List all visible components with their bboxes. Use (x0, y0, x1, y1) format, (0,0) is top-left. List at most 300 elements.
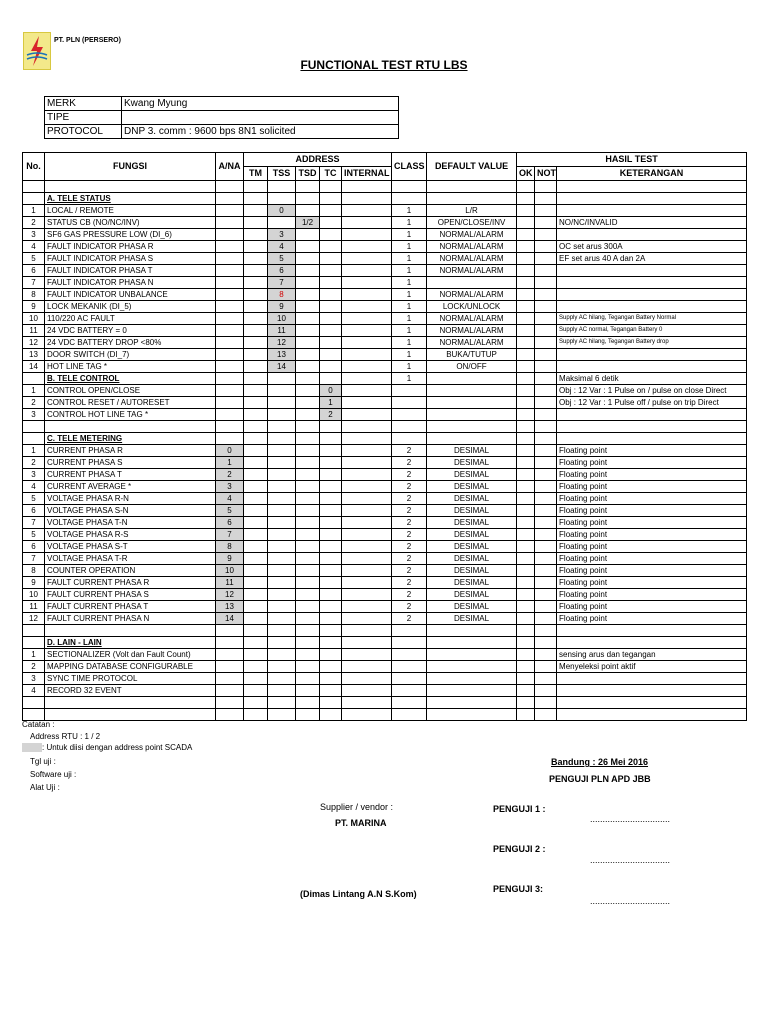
cell-internal (342, 349, 392, 361)
cell-fungsi: HOT LINE TAG * (45, 361, 216, 373)
header-ana: A/NA (216, 153, 244, 181)
cell-internal (342, 301, 392, 313)
cell-internal (342, 409, 392, 421)
cell-no (23, 637, 45, 649)
cell-tc (320, 373, 342, 385)
cell-no: 2 (23, 397, 45, 409)
cell-tss (268, 697, 296, 709)
header-no: No. (23, 153, 45, 181)
cell-ok (517, 385, 535, 397)
cell-not (535, 481, 557, 493)
cell-dv: NORMAL/ALARM (427, 229, 517, 241)
cell-fungsi: SYNC TIME PROTOCOL (45, 673, 216, 685)
cell-no: 10 (23, 589, 45, 601)
cell-ket: Floating point (557, 589, 747, 601)
cell-tss: 8 (268, 289, 296, 301)
cell-ket: Floating point (557, 541, 747, 553)
cell-ket (557, 193, 747, 205)
table-row (23, 529, 747, 541)
cell-fungsi: VOLTAGE PHASA S-N (45, 505, 216, 517)
cell-tsd (296, 457, 320, 469)
cell-no (23, 697, 45, 709)
cell-tc (320, 517, 342, 529)
header-tsd: TSD (296, 167, 320, 181)
table-row (23, 565, 747, 577)
cell-tm (244, 349, 268, 361)
cell-ok (517, 685, 535, 697)
cell-fungsi (45, 697, 216, 709)
cell-tm (244, 505, 268, 517)
cell-ok (517, 241, 535, 253)
supplier-name: PT. MARINA (335, 818, 387, 828)
cell-internal (342, 361, 392, 373)
cell-no: 10 (23, 313, 45, 325)
cell-tc (320, 181, 342, 193)
cell-ok (517, 277, 535, 289)
cell-tm (244, 685, 268, 697)
cell-not (535, 277, 557, 289)
cell-no: 6 (23, 541, 45, 553)
cell-dv (427, 637, 517, 649)
cell-ana (216, 193, 244, 205)
table-row (23, 649, 747, 661)
cell-ok (517, 433, 535, 445)
table-row (23, 469, 747, 481)
cell-no: 9 (23, 577, 45, 589)
cell-dv: DESIMAL (427, 541, 517, 553)
header-not: NOT (535, 167, 557, 181)
cell-fungsi: CONTROL OPEN/CLOSE (45, 385, 216, 397)
cell-ana: 7 (216, 529, 244, 541)
cell-tm (244, 709, 268, 721)
cell-internal (342, 613, 392, 625)
cell-fungsi: VOLTAGE PHASA R-N (45, 493, 216, 505)
cell-fungsi: COUNTER OPERATION (45, 565, 216, 577)
cell-no (23, 433, 45, 445)
cell-class: 2 (392, 445, 427, 457)
cell-tm (244, 445, 268, 457)
cell-fungsi: VOLTAGE PHASA T-R (45, 553, 216, 565)
cell-fungsi: LOCK MEKANIK (DI_5) (45, 301, 216, 313)
cell-tm (244, 469, 268, 481)
cell-tss: 11 (268, 325, 296, 337)
cell-tc (320, 325, 342, 337)
cell-tm (244, 661, 268, 673)
cell-no: 12 (23, 337, 45, 349)
cell-ana (216, 685, 244, 697)
cell-no (23, 373, 45, 385)
cell-tc (320, 265, 342, 277)
cell-tss (268, 661, 296, 673)
cell-dv (427, 397, 517, 409)
cell-ket: sensing arus dan tegangan (557, 649, 747, 661)
cell-class: 1 (392, 229, 427, 241)
cell-no: 7 (23, 517, 45, 529)
cell-ket: Menyeleksi point aktif (557, 661, 747, 673)
cell-fungsi: FAULT CURRENT PHASA R (45, 577, 216, 589)
cell-tc (320, 469, 342, 481)
cell-dv: DESIMAL (427, 445, 517, 457)
cell-tc (320, 661, 342, 673)
cell-dv: ON/OFF (427, 361, 517, 373)
cell-tm (244, 625, 268, 637)
cell-no: 2 (23, 661, 45, 673)
cell-internal (342, 265, 392, 277)
cell-tss (268, 613, 296, 625)
cell-ok (517, 349, 535, 361)
cell-tsd (296, 253, 320, 265)
cell-class (392, 661, 427, 673)
cell-tss (268, 577, 296, 589)
table-row (23, 505, 747, 517)
cell-fungsi: FAULT INDICATOR UNBALANCE (45, 289, 216, 301)
cell-no: 11 (23, 325, 45, 337)
cell-dv: NORMAL/ALARM (427, 337, 517, 349)
cell-class: 1 (392, 217, 427, 229)
cell-ket: Supply AC hilang, Tegangan Battery Normal (557, 313, 747, 325)
cell-ana (216, 301, 244, 313)
cell-no: 4 (23, 241, 45, 253)
table-row (23, 217, 747, 229)
cell-tsd (296, 385, 320, 397)
cell-not (535, 217, 557, 229)
cell-no: 13 (23, 349, 45, 361)
table-row (23, 517, 747, 529)
cell-class: 2 (392, 493, 427, 505)
cell-not (535, 409, 557, 421)
cell-not (535, 601, 557, 613)
cell-tss: 13 (268, 349, 296, 361)
blank-row (23, 697, 747, 709)
cell-tc: 0 (320, 385, 342, 397)
header-tc: TC (320, 167, 342, 181)
cell-ket: Supply AC normal, Tegangan Battery 0 (557, 325, 747, 337)
cell-internal (342, 661, 392, 673)
cell-ket (557, 349, 747, 361)
cell-ok (517, 445, 535, 457)
cell-no: 6 (23, 265, 45, 277)
cell-no: 1 (23, 445, 45, 457)
cell-ket (557, 205, 747, 217)
cell-ket: OC set arus 300A (557, 241, 747, 253)
cell-class: 1 (392, 373, 427, 385)
cell-tss (268, 181, 296, 193)
cell-tss (268, 505, 296, 517)
cell-no: 2 (23, 217, 45, 229)
cell-tsd (296, 493, 320, 505)
cell-not (535, 205, 557, 217)
functional-test-table (22, 152, 747, 721)
cell-not (535, 589, 557, 601)
cell-ket: Supply AC hilang, Tegangan Battery drop (557, 337, 747, 349)
cell-dv: DESIMAL (427, 589, 517, 601)
cell-ket: Floating point (557, 553, 747, 565)
cell-ket: EF set arus 40 A dan 2A (557, 253, 747, 265)
table-row (23, 313, 747, 325)
table-row (23, 493, 747, 505)
cell-dv (427, 685, 517, 697)
info-label: PROTOCOL (45, 125, 122, 139)
cell-tss (268, 637, 296, 649)
cell-tsd (296, 229, 320, 241)
cell-dv (427, 697, 517, 709)
table-body (23, 181, 747, 721)
cell-ket (557, 433, 747, 445)
cell-internal (342, 385, 392, 397)
header-tss: TSS (268, 167, 296, 181)
cell-dv (427, 193, 517, 205)
cell-dv (427, 421, 517, 433)
cell-class (392, 685, 427, 697)
cell-class: 1 (392, 277, 427, 289)
cell-tm (244, 205, 268, 217)
cell-internal (342, 637, 392, 649)
cell-tm (244, 577, 268, 589)
blank-row (23, 709, 747, 721)
cell-fungsi: STATUS CB (NO/NC/INV) (45, 217, 216, 229)
cell-no: 8 (23, 289, 45, 301)
cell-ket (557, 229, 747, 241)
cell-tsd (296, 337, 320, 349)
cell-ana: 1 (216, 457, 244, 469)
cell-tc (320, 193, 342, 205)
cell-ana (216, 325, 244, 337)
cell-tss: 7 (268, 277, 296, 289)
cell-ok (517, 505, 535, 517)
cell-ana (216, 337, 244, 349)
header-address: ADDRESS (244, 153, 392, 167)
cell-ana (216, 433, 244, 445)
notes-legend-text: : Untuk diisi dengan address point SCADA (42, 743, 193, 752)
table-row (23, 601, 747, 613)
cell-fungsi: A. TELE STATUS (45, 193, 216, 205)
cell-fungsi: FAULT CURRENT PHASA T (45, 601, 216, 613)
cell-fungsi (45, 625, 216, 637)
cell-tsd (296, 289, 320, 301)
cell-tc (320, 565, 342, 577)
cell-tc (320, 625, 342, 637)
cell-fungsi: CURRENT PHASA T (45, 469, 216, 481)
cell-tm (244, 241, 268, 253)
cell-tm (244, 529, 268, 541)
cell-tc (320, 277, 342, 289)
cell-not (535, 709, 557, 721)
section-header-row (23, 637, 747, 649)
cell-tss: 10 (268, 313, 296, 325)
cell-ok (517, 361, 535, 373)
cell-tm (244, 361, 268, 373)
cell-tss (268, 193, 296, 205)
cell-ket: Floating point (557, 613, 747, 625)
cell-tm (244, 457, 268, 469)
cell-ket: Floating point (557, 517, 747, 529)
document-title: FUNCTIONAL TEST RTU LBS (300, 58, 468, 72)
cell-tm (244, 649, 268, 661)
table-row (23, 541, 747, 553)
cell-fungsi (45, 181, 216, 193)
cell-internal (342, 313, 392, 325)
cell-not (535, 337, 557, 349)
cell-dv: DESIMAL (427, 505, 517, 517)
cell-no: 3 (23, 469, 45, 481)
cell-tc (320, 529, 342, 541)
cell-ket (557, 409, 747, 421)
cell-fungsi: VOLTAGE PHASA R-S (45, 529, 216, 541)
cell-dv: DESIMAL (427, 577, 517, 589)
cell-no (23, 709, 45, 721)
cell-not (535, 265, 557, 277)
signing-date: Bandung : 26 Mei 2016 (551, 757, 649, 767)
cell-dv: DESIMAL (427, 457, 517, 469)
cell-internal (342, 709, 392, 721)
table-row (23, 385, 747, 397)
cell-class (392, 697, 427, 709)
cell-tm (244, 301, 268, 313)
cell-tss (268, 217, 296, 229)
cell-dv (427, 709, 517, 721)
cell-dv: NORMAL/ALARM (427, 253, 517, 265)
cell-not (535, 349, 557, 361)
cell-class (392, 181, 427, 193)
cell-fungsi: MAPPING DATABASE CONFIGURABLE (45, 661, 216, 673)
cell-ok (517, 469, 535, 481)
cell-fungsi: FAULT INDICATOR PHASA N (45, 277, 216, 289)
cell-class: 1 (392, 313, 427, 325)
cell-fungsi: VOLTAGE PHASA S-T (45, 541, 216, 553)
cell-ok (517, 265, 535, 277)
blank-row (23, 421, 747, 433)
cell-fungsi: CURRENT PHASA S (45, 457, 216, 469)
cell-fungsi: DOOR SWITCH (DI_7) (45, 349, 216, 361)
cell-ana (216, 181, 244, 193)
cell-class: 2 (392, 577, 427, 589)
cell-tss (268, 469, 296, 481)
info-label: TIPE (45, 111, 122, 125)
cell-internal (342, 529, 392, 541)
shade-swatch (22, 743, 42, 752)
cell-no: 4 (23, 481, 45, 493)
cell-class (392, 433, 427, 445)
cell-internal (342, 469, 392, 481)
cell-ket (557, 361, 747, 373)
cell-dv: NORMAL/ALARM (427, 325, 517, 337)
cell-ket: Floating point (557, 565, 747, 577)
cell-tss (268, 565, 296, 577)
cell-tss: 14 (268, 361, 296, 373)
cell-tss (268, 625, 296, 637)
cell-ok (517, 229, 535, 241)
cell-tc (320, 337, 342, 349)
header-class: CLASS (392, 153, 427, 181)
cell-dv (427, 433, 517, 445)
cell-tm (244, 613, 268, 625)
cell-tss (268, 589, 296, 601)
cell-fungsi: VOLTAGE PHASA T-N (45, 517, 216, 529)
penguji-3-signature-line: ................................ (590, 896, 671, 906)
cell-tsd (296, 469, 320, 481)
cell-ok (517, 373, 535, 385)
table-row (23, 481, 747, 493)
cell-fungsi: CONTROL HOT LINE TAG * (45, 409, 216, 421)
cell-tss: 9 (268, 301, 296, 313)
cell-not (535, 673, 557, 685)
cell-fungsi: FAULT INDICATOR PHASA S (45, 253, 216, 265)
cell-no (23, 193, 45, 205)
table-row (23, 445, 747, 457)
cell-tc (320, 229, 342, 241)
cell-ana (216, 277, 244, 289)
cell-ok (517, 217, 535, 229)
cell-ket (557, 637, 747, 649)
cell-tsd (296, 697, 320, 709)
cell-tss: 0 (268, 205, 296, 217)
cell-ok (517, 205, 535, 217)
cell-ok (517, 673, 535, 685)
cell-not (535, 553, 557, 565)
cell-ana (216, 217, 244, 229)
cell-internal (342, 457, 392, 469)
cell-not (535, 469, 557, 481)
cell-no: 1 (23, 385, 45, 397)
cell-tsd (296, 277, 320, 289)
cell-tm (244, 409, 268, 421)
cell-ket: Obj : 12 Var : 1 Pulse on / pulse on close Direct (557, 385, 747, 397)
notes-catatan: Catatan : (22, 720, 55, 729)
cell-ana (216, 637, 244, 649)
cell-class (392, 409, 427, 421)
cell-tm (244, 589, 268, 601)
cell-tm (244, 541, 268, 553)
cell-ket (557, 625, 747, 637)
table-row (23, 289, 747, 301)
cell-internal (342, 625, 392, 637)
cell-no: 7 (23, 277, 45, 289)
cell-tc (320, 613, 342, 625)
blank-row (23, 181, 747, 193)
cell-tc (320, 361, 342, 373)
cell-ket (557, 301, 747, 313)
cell-not (535, 661, 557, 673)
cell-ana: 14 (216, 613, 244, 625)
cell-internal (342, 577, 392, 589)
section-header-row (23, 433, 747, 445)
cell-tc (320, 433, 342, 445)
cell-tsd (296, 181, 320, 193)
cell-ana (216, 421, 244, 433)
cell-ok (517, 661, 535, 673)
cell-internal (342, 481, 392, 493)
cell-internal (342, 685, 392, 697)
cell-not (535, 457, 557, 469)
cell-ok (517, 529, 535, 541)
cell-tc (320, 349, 342, 361)
cell-tsd (296, 241, 320, 253)
cell-no: 4 (23, 685, 45, 697)
cell-class (392, 397, 427, 409)
table-row (23, 457, 747, 469)
cell-fungsi: 24 VDC BATTERY DROP <80% (45, 337, 216, 349)
table-row (23, 241, 747, 253)
section-header-row (23, 193, 747, 205)
cell-ana (216, 397, 244, 409)
cell-internal (342, 397, 392, 409)
cell-ok (517, 601, 535, 613)
cell-internal (342, 421, 392, 433)
cell-tm (244, 373, 268, 385)
header-hasil-test: HASIL TEST (517, 153, 747, 167)
cell-fungsi: 110/220 AC FAULT (45, 313, 216, 325)
cell-not (535, 697, 557, 709)
